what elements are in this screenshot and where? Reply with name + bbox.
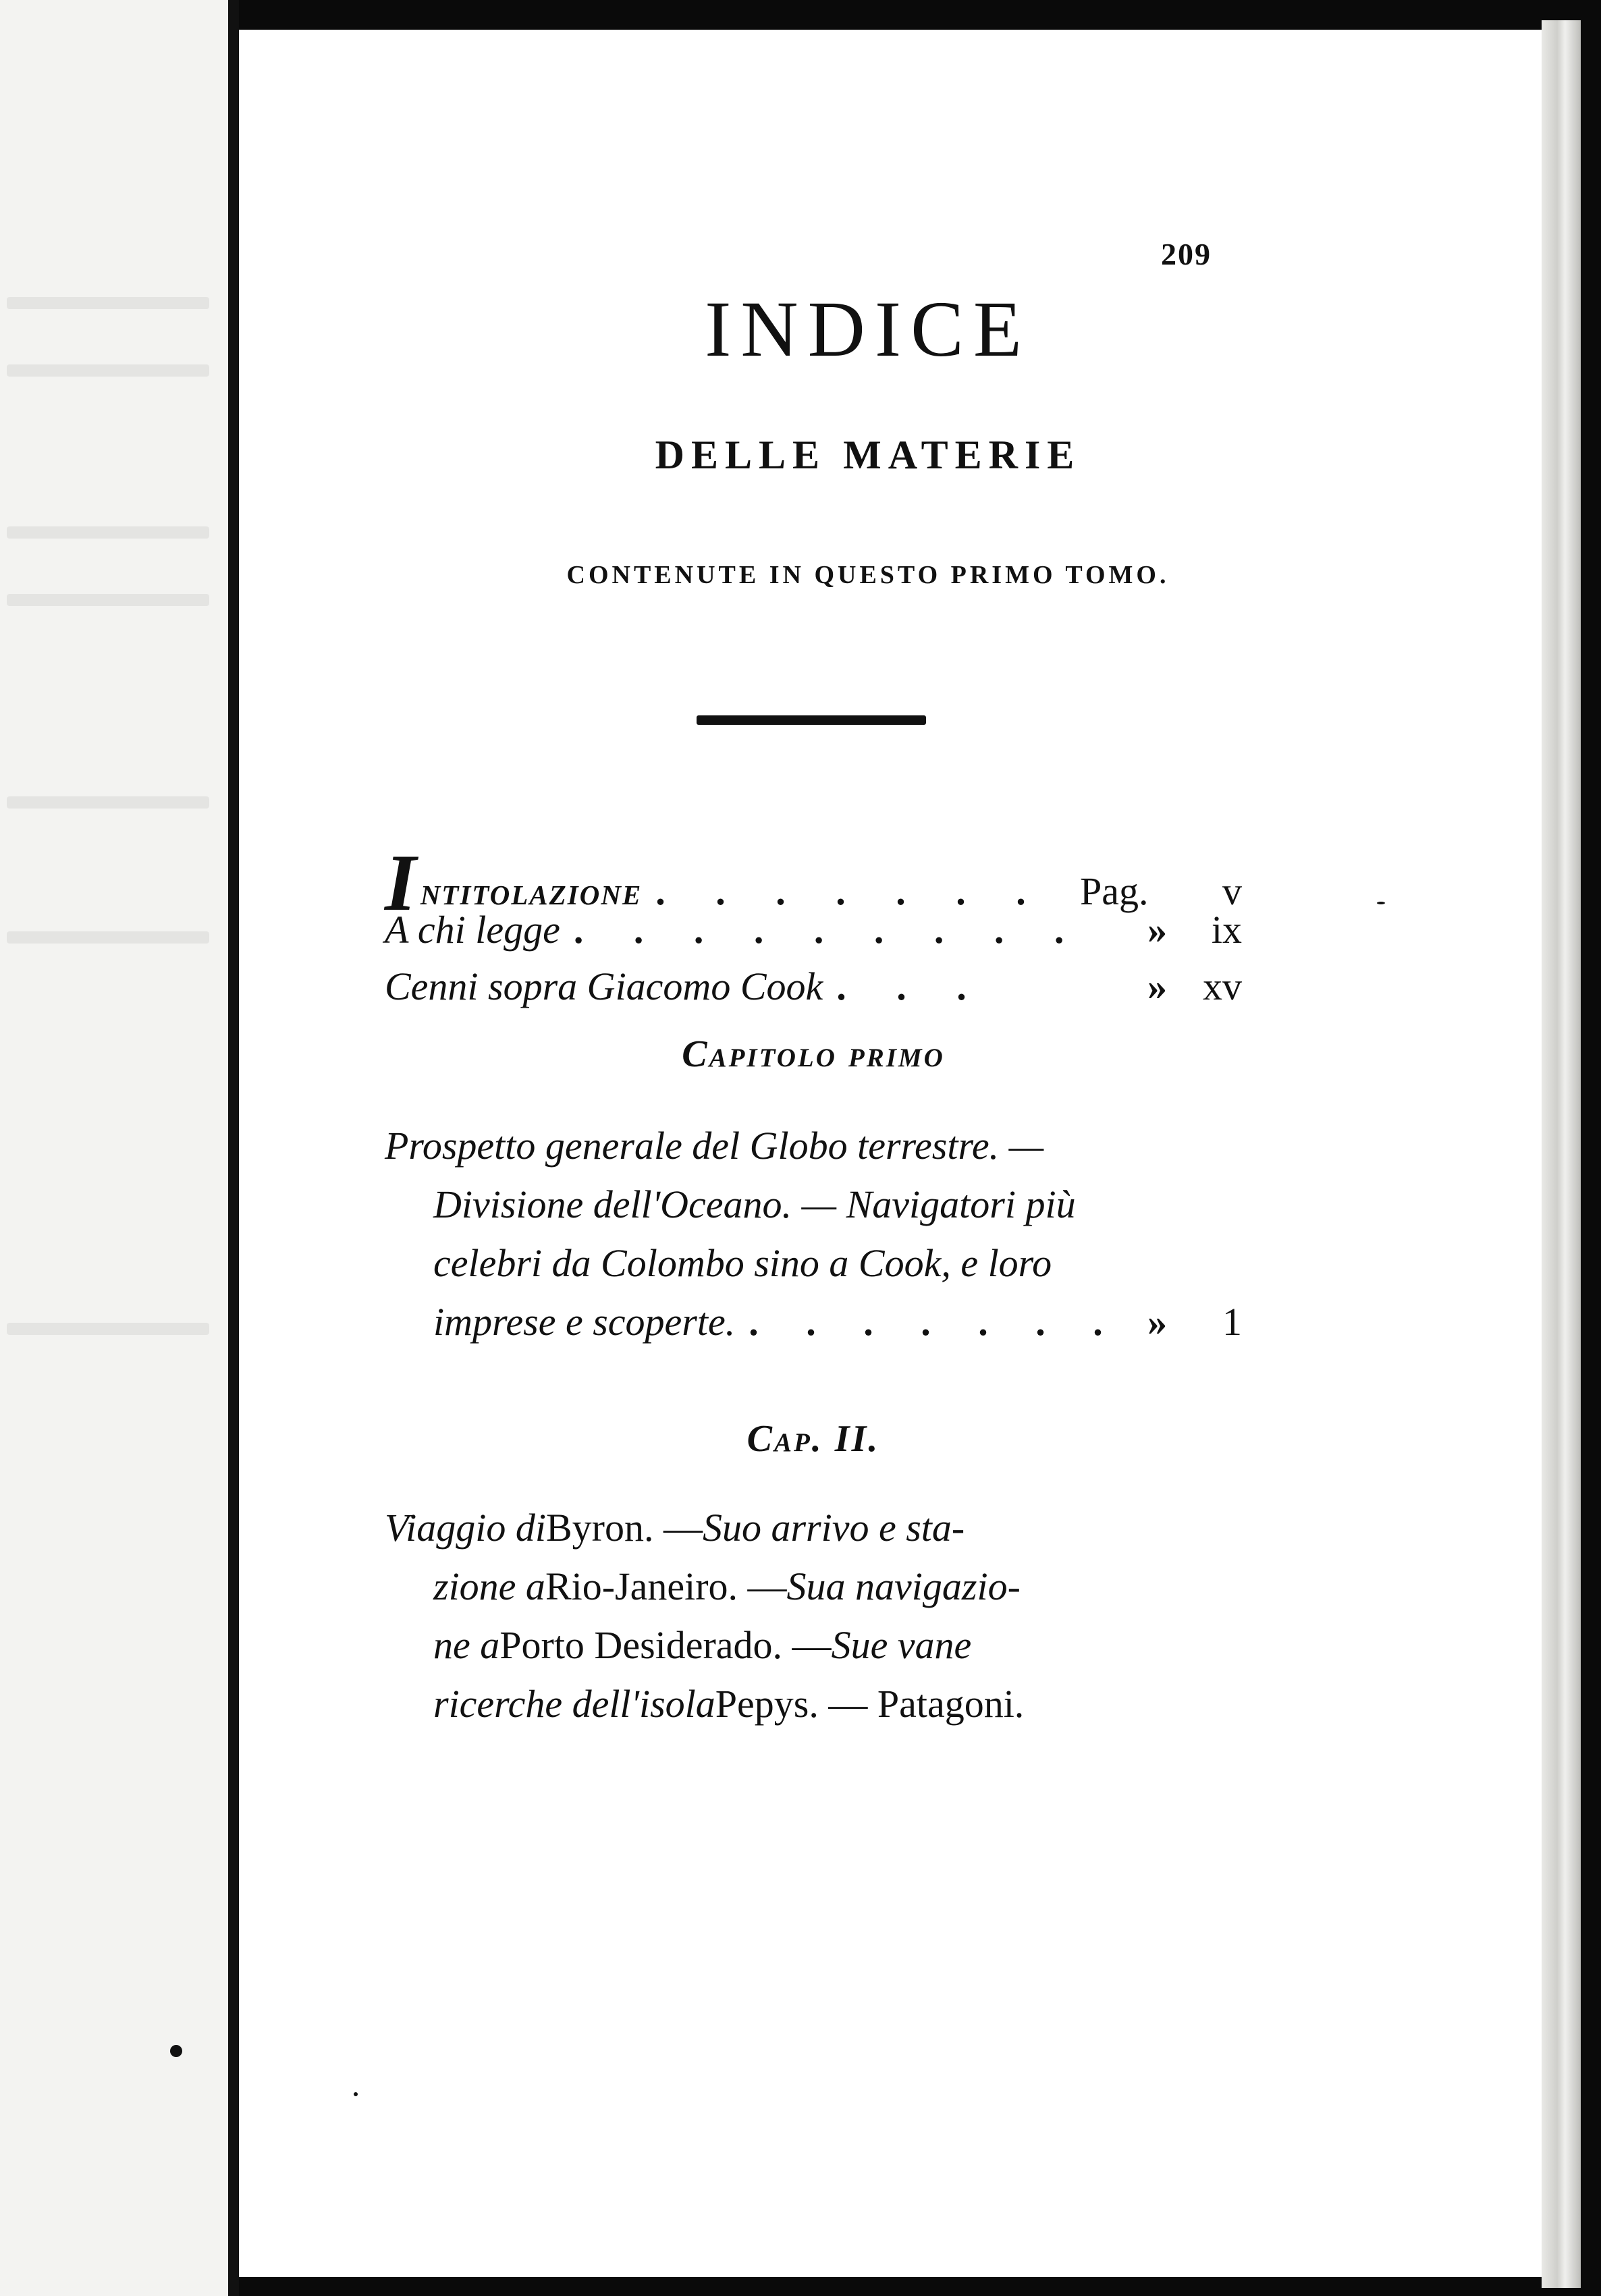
- subtitle: DELLE MATERIE: [655, 433, 1081, 477]
- summary-line: ne a Porto Desiderado. — Sue vane: [433, 1623, 972, 1667]
- leader-dots: . . .: [836, 964, 987, 1008]
- toc-entry: [385, 964, 1242, 1009]
- toc-entry: [385, 907, 1242, 952]
- ink-speck: [354, 2092, 358, 2096]
- chapter-summary: [385, 1116, 1242, 1351]
- toc-entry-label: Intitolazione: [385, 838, 643, 927]
- summary-line: imprese e scoperte. . . . . . . . » 1: [385, 1292, 1242, 1351]
- leader-dots: . . . . . . .: [655, 869, 1046, 913]
- ink-speck: [1377, 902, 1385, 904]
- leader-dots: . . . . . . .: [749, 1300, 1122, 1344]
- summary-line: Prospetto generale del Globo terrestre. —: [385, 1124, 1044, 1168]
- toc-entry-label: Cenni sopra Giacomo Cook: [385, 964, 823, 1008]
- chapter-heading: Cap. II.: [747, 1418, 880, 1460]
- toc-entry-page: » xv: [1147, 964, 1242, 1008]
- summary-line: ricerche dell'isola Pepys. — Patagoni.: [433, 1682, 1025, 1726]
- bleed-through-line: [7, 931, 209, 944]
- bleed-through-line: [7, 526, 209, 539]
- page-number: 209: [1161, 237, 1212, 271]
- summary-line: zione a Rio-Janeiro. — Sua navigazio-: [433, 1564, 1021, 1608]
- toc-entry-page: » ix: [1147, 908, 1242, 952]
- subsubtitle: CONTENUTE IN QUESTO PRIMO TOMO.: [566, 561, 1170, 589]
- bleed-through-line: [7, 594, 209, 606]
- chapter-summary: [385, 1498, 1242, 1733]
- summary-line: Divisione dell'Oceano. — Navigatori più: [433, 1182, 1076, 1226]
- toc-entry-page: » 1: [1147, 1300, 1242, 1344]
- leader-dots: . . . . . . . . .: [573, 908, 1085, 952]
- bleed-through-line: [7, 796, 209, 809]
- ornamental-rule: [697, 715, 926, 725]
- summary-line: Viaggio di Byron. — Suo arrivo e sta-: [385, 1506, 965, 1550]
- summary-line: celebri da Colombo sino a Cook, e loro: [433, 1241, 1052, 1285]
- toc-entry: [385, 838, 1242, 927]
- bleed-through-line: [7, 1323, 209, 1335]
- toc-entry-page: Pag. v: [1080, 869, 1242, 913]
- drop-cap: I: [385, 838, 418, 927]
- ink-speck: [170, 2045, 182, 2057]
- chapter-heading: Capitolo primo: [682, 1033, 945, 1075]
- toc-entry-label: A chi legge: [385, 908, 560, 952]
- page-title: INDICE: [705, 285, 1031, 373]
